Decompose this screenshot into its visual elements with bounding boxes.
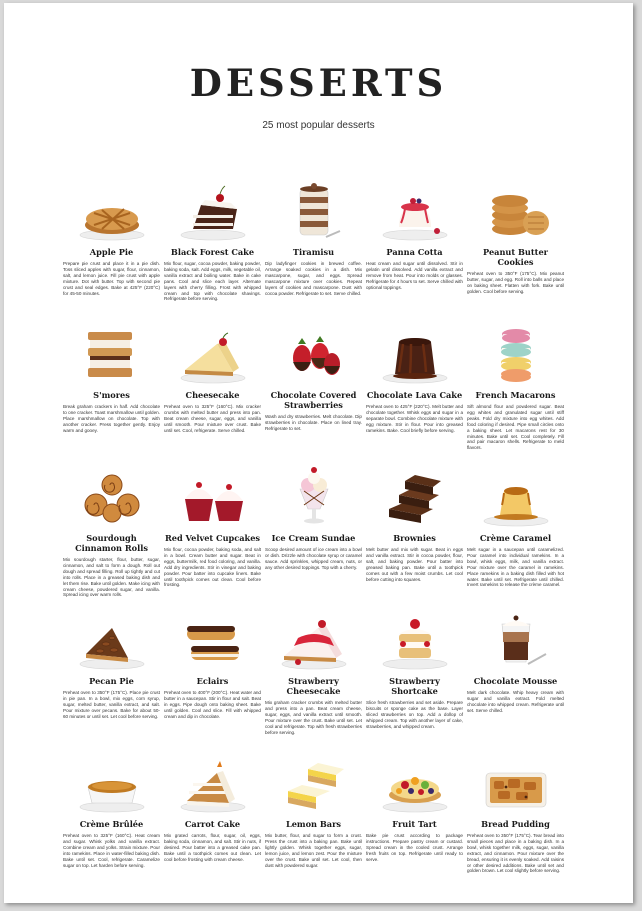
dessert-name: Ice Cream Sundae — [271, 533, 356, 543]
dessert-description: Scoop desired amount of ice cream into a bowl or dish. Drizzle with chocolate syrup or caramel sauce. Add sprinkles, whipped cream, nuts, or any other desired toppings. Top with a cherry. — [265, 547, 362, 570]
dessert-name: Apple Pie — [89, 247, 134, 257]
dessert-description: Melt butter and mix with sugar. Beat in eggs and vanilla extract. Stir in cocoa powder, flour, salt, and baking powder. Pour batter into greased baking pan. Bake until a toothpick comes out with a few moist crumbs. Let cool before cutting into squares. — [366, 547, 463, 582]
strawberry-cheesecake-icon — [265, 604, 362, 670]
dessert-name: French Macarons — [475, 390, 556, 400]
chocolate-mousse-icon — [467, 604, 564, 670]
red-velvet-cupcakes-icon — [164, 461, 261, 527]
dessert-name: Lemon Bars — [285, 819, 342, 829]
dessert-description: Mix butter, flour, and sugar to form a crust. Press the crust into a baking pan. Bake until lightly golden. Whisk together eggs, sugar, lemon juice, and lemon zest. Pour the mixture over the crust. Bake until set. Let cool, then dust with powdered sugar. — [265, 833, 362, 868]
dessert-card-3 — [265, 175, 362, 318]
chocolate-lava-cake-icon — [366, 318, 463, 384]
creme-caramel-icon — [467, 461, 564, 527]
dessert-card-16 — [63, 604, 160, 747]
dessert-name: Fruit Tart — [392, 819, 437, 829]
dessert-card-9 — [366, 318, 463, 461]
dessert-description: Preheat oven to 350°F (175°C). Tear bread into small pieces and place in a baking dish. In a bowl, whisk together milk, eggs, sugar, vanilla extract, and cinnamon. Pour mixture over the bread, ensuring it is evenly soaked. Add raisins or other desired additions. Bake until set and golden brown. Let cool slightly before serving. — [467, 833, 564, 874]
dessert-name: Cheesecake — [185, 390, 240, 400]
poster-sheet — [4, 3, 633, 903]
dessert-card-5 — [467, 175, 564, 318]
cheesecake-icon — [164, 318, 261, 384]
dessert-card-6 — [63, 318, 160, 461]
dessert-card-23 — [265, 747, 362, 890]
dessert-grid — [63, 175, 563, 890]
dessert-description: Preheat oven to 400°F (200°C). Heat water and butter in a saucepan. Stir in flour and salt. Beat in eggs. Pipe dough onto baking sheet. Bake until golden. Cool and slice. Fill with whipped cream and dip in chocolate. — [164, 690, 261, 719]
dessert-description: Mix grated carrots, flour, sugar, oil, eggs, baking soda, cinnamon, and salt. Stir in nuts, if desired. Pour batter into a greased cake pan. Bake until a toothpick comes out clean. Let cool before frosting with cream cheese. — [164, 833, 261, 862]
dessert-description: Dip ladyfinger cookies in brewed coffee. Arrange soaked cookies in a dish. Mix mascarpone, sugar, and eggs. Spread mascarpone mixture over cookies. Repeat layers of cookies and mascarpone. Dust with cocoa powder. Refrigerate to set. Serve chilled. — [265, 261, 362, 296]
carrot-cake-icon — [164, 747, 261, 813]
dessert-name: Crème Brûlée — [79, 819, 144, 829]
dessert-description: Preheat oven to 425°F (220°C). Melt butter and chocolate together. Whisk eggs and sugar in a separate bowl. Combine chocolate mixture with egg mixture. Stir in flour. Pour into greased ramekins. Bake. Cool briefly before serving. — [366, 404, 463, 433]
dessert-name: Tiramisu — [292, 247, 335, 257]
dessert-card-1 — [63, 175, 160, 318]
creme-brulee-icon — [63, 747, 160, 813]
dessert-card-15 — [467, 461, 564, 604]
dessert-name: Chocolate Covered Strawberries — [270, 390, 357, 410]
dessert-name: Crème Caramel — [479, 533, 552, 543]
dessert-card-24 — [366, 747, 463, 890]
dessert-name: Pecan Pie — [89, 676, 134, 686]
panna-cotta-icon — [366, 175, 463, 241]
dessert-name: Bread Pudding — [481, 819, 550, 829]
dessert-name: S'mores — [93, 390, 130, 400]
ice-cream-sundae-icon — [265, 461, 362, 527]
chocolate-strawberries-icon — [265, 318, 362, 384]
dessert-description: Preheat oven to 325°F (160°C). Mix cracker crumbs with melted butter and press into pan. Beat cream cheese, sugar, eggs, and vanilla until smooth. Pour mixture over crust. Bake until set. Cool, refrigerate. Serve chilled. — [164, 404, 261, 433]
apple-pie-icon — [63, 175, 160, 241]
black-forest-cake-icon — [164, 175, 261, 241]
dessert-card-7 — [164, 318, 261, 461]
smores-icon — [63, 318, 160, 384]
dessert-card-17 — [164, 604, 261, 747]
bread-pudding-icon — [467, 747, 564, 813]
dessert-name: Eclairs — [196, 676, 229, 686]
pecan-pie-icon — [63, 604, 160, 670]
dessert-description: Preheat oven to 325°F (160°C). Heat cream and sugar. Whisk yolks and vanilla extract. Combine cream and yolks. Strain mixture. Pour into ramekins. Place in water-filled baking dish. Bake until set. Cool, refrigerate. Caramelize sugar on top. Let harden before serving. — [63, 833, 160, 868]
dessert-card-14 — [366, 461, 463, 604]
dessert-description: Prepare pie crust and place it in a pie dish. Toss sliced apples with sugar, flour, cinnamon, salt, and lemon juice. Fill pie crust with apple mixture. Dot with butter. Top with second pie crust and seal edges. Bake at 425°F (220°C) for 45-50 minutes. — [63, 261, 160, 296]
dessert-card-13 — [265, 461, 362, 604]
dessert-card-18 — [265, 604, 362, 747]
dessert-name: Carrot Cake — [184, 819, 241, 829]
dessert-description: Sift almond flour and powdered sugar. Beat egg whites and granulated sugar until stiff peaks. Fold dry mixture into egg whites. Add food coloring if desired. Pipe small circles onto a baking sheet. Let macarons rest for 30 minutes. Bake until set. Cool completely. Fill and pair macaron shells. Refrigerate to meld flavors. — [467, 404, 564, 451]
dessert-card-8 — [265, 318, 362, 461]
dessert-name: Sourdough Cinnamon Rolls — [75, 533, 148, 553]
lemon-bars-icon — [265, 747, 362, 813]
fruit-tart-icon — [366, 747, 463, 813]
dessert-card-22 — [164, 747, 261, 890]
tiramisu-icon — [265, 175, 362, 241]
dessert-name: Strawberry Shortcake — [389, 676, 440, 696]
dessert-description: Mix graham cracker crumbs with melted butter and press into a pan. Beat cream cheese, sugar, eggs, and vanilla extract until smooth. Pour mixture over the crust. Bake until set. Let cool and refrigerate. Top with fresh strawberries before serving. — [265, 700, 362, 735]
eclairs-icon — [164, 604, 261, 670]
poster-subtitle: 25 most popular desserts — [262, 120, 375, 131]
dessert-name: Peanut Butter Cookies — [483, 247, 548, 267]
dessert-name: Panna Cotta — [386, 247, 443, 257]
dessert-description: Melt dark chocolate. Whip heavy cream with sugar and vanilla extract. Fold melted chocolate into whipped cream. Refrigerate until set. Serve chilled. — [467, 690, 564, 713]
dessert-description: Slice fresh strawberries and set aside. Prepare biscuits or sponge cake as the base. Layer sliced strawberries on top. Add a dollop of whipped cream. Top with another layer of cake, strawberries, and whipped cream. — [366, 700, 463, 729]
dessert-description: Mix flour, sugar, cocoa powder, baking powder, baking soda, salt. Add eggs, milk, vegetable oil, vanilla extract and boiling water. Bake in cake pans. Cool and slice each layer. Alternate layers with cherry filling. Frost with whipped cream and top with chocolate shavings. Refrigerate before serving. — [164, 261, 261, 302]
dessert-card-11 — [63, 461, 160, 604]
dessert-name: Strawberry Cheesecake — [286, 676, 341, 696]
dessert-name: Chocolate Lava Cake — [366, 390, 463, 400]
cinnamon-rolls-icon — [63, 461, 160, 527]
dessert-card-19 — [366, 604, 463, 747]
brownies-icon — [366, 461, 463, 527]
dessert-description: Heat cream and sugar until dissolved. Stir in gelatin until dissolved. Add vanilla extract and remove from heat. Pour into molds or glasses. Refrigerate for 4 hours to set. Serve chilled with optional toppings. — [366, 261, 463, 290]
dessert-name: Red Velvet Cupcakes — [164, 533, 261, 543]
dessert-description: Break graham crackers in half. Add chocolate to one cracker. Toast marshmallow until golden. Place marshmallow on chocolate. Top with another cracker. Press together gently. Enjoy warm and gooey. — [63, 404, 160, 433]
dessert-card-25 — [467, 747, 564, 890]
dessert-name: Black Forest Cake — [170, 247, 255, 257]
dessert-description: Preheat oven to 350°F (175°C). Mix peanut butter, sugar, and egg. Roll into balls and place on baking sheet. Flatten with fork. Bake until golden. Cool before serving. — [467, 271, 564, 294]
peanut-butter-cookies-icon — [467, 175, 564, 241]
dessert-card-20 — [467, 604, 564, 747]
dessert-name: Chocolate Mousse — [473, 676, 558, 686]
dessert-card-4 — [366, 175, 463, 318]
dessert-description: Mix sourdough starter, flour, butter, sugar, cinnamon, and salt to form a dough. Roll out dough and spread filling. Roll up tightly and cut into rolls. Place in a greased baking dish and let them rise. Bake until golden. Make icing with cream cheese, powdered sugar, and vanilla. Spread icing over warm rolls. — [63, 557, 160, 598]
dessert-description: Melt sugar in a saucepan until caramelized. Pour caramel into individual ramekins. In a bowl, whisk eggs, milk, and vanilla extract. Pour mixture over the caramel in ramekins. Place ramekins in a baking dish filled with hot water. Bake until set. Refrigerate until chilled. Invert ramekins to release the crème caramel. — [467, 547, 564, 588]
dessert-card-2 — [164, 175, 261, 318]
dessert-description: Preheat oven to 350°F (175°C). Place pie crust in pie pan. In a bowl, mix eggs, corn syrup, sugar, melted butter, vanilla extract, and salt. Pour mixture over pecans. Bake for about 50-60 minutes or until set. Let cool before serving. — [63, 690, 160, 719]
dessert-card-12 — [164, 461, 261, 604]
dessert-description: Mix flour, cocoa powder, baking soda, and salt in a bowl. Cream butter and sugar. Beat in eggs, buttermilk, red food coloring, and vanilla. Add dry ingredients. Stir in vinegar and baking powder. Pour batter into cupcake liners. Bake until toothpick comes out clean. Cool before frosting. — [164, 547, 261, 588]
dessert-card-21 — [63, 747, 160, 890]
dessert-description: Bake pie crust according to package instructions. Prepare pastry cream or custard. Spread cream in the cooled crust. Arrange fresh fruits on top. Refrigerate until ready to serve. — [366, 833, 463, 862]
french-macarons-icon — [467, 318, 564, 384]
dessert-name: Brownies — [393, 533, 436, 543]
dessert-card-10 — [467, 318, 564, 461]
dessert-description: Wash and dry strawberries. Melt chocolate. Dip strawberries in chocolate. Place on lined tray. Refrigerate to set. — [265, 414, 362, 431]
poster-title: DESSERTS — [189, 61, 448, 105]
strawberry-shortcake-icon — [366, 604, 463, 670]
